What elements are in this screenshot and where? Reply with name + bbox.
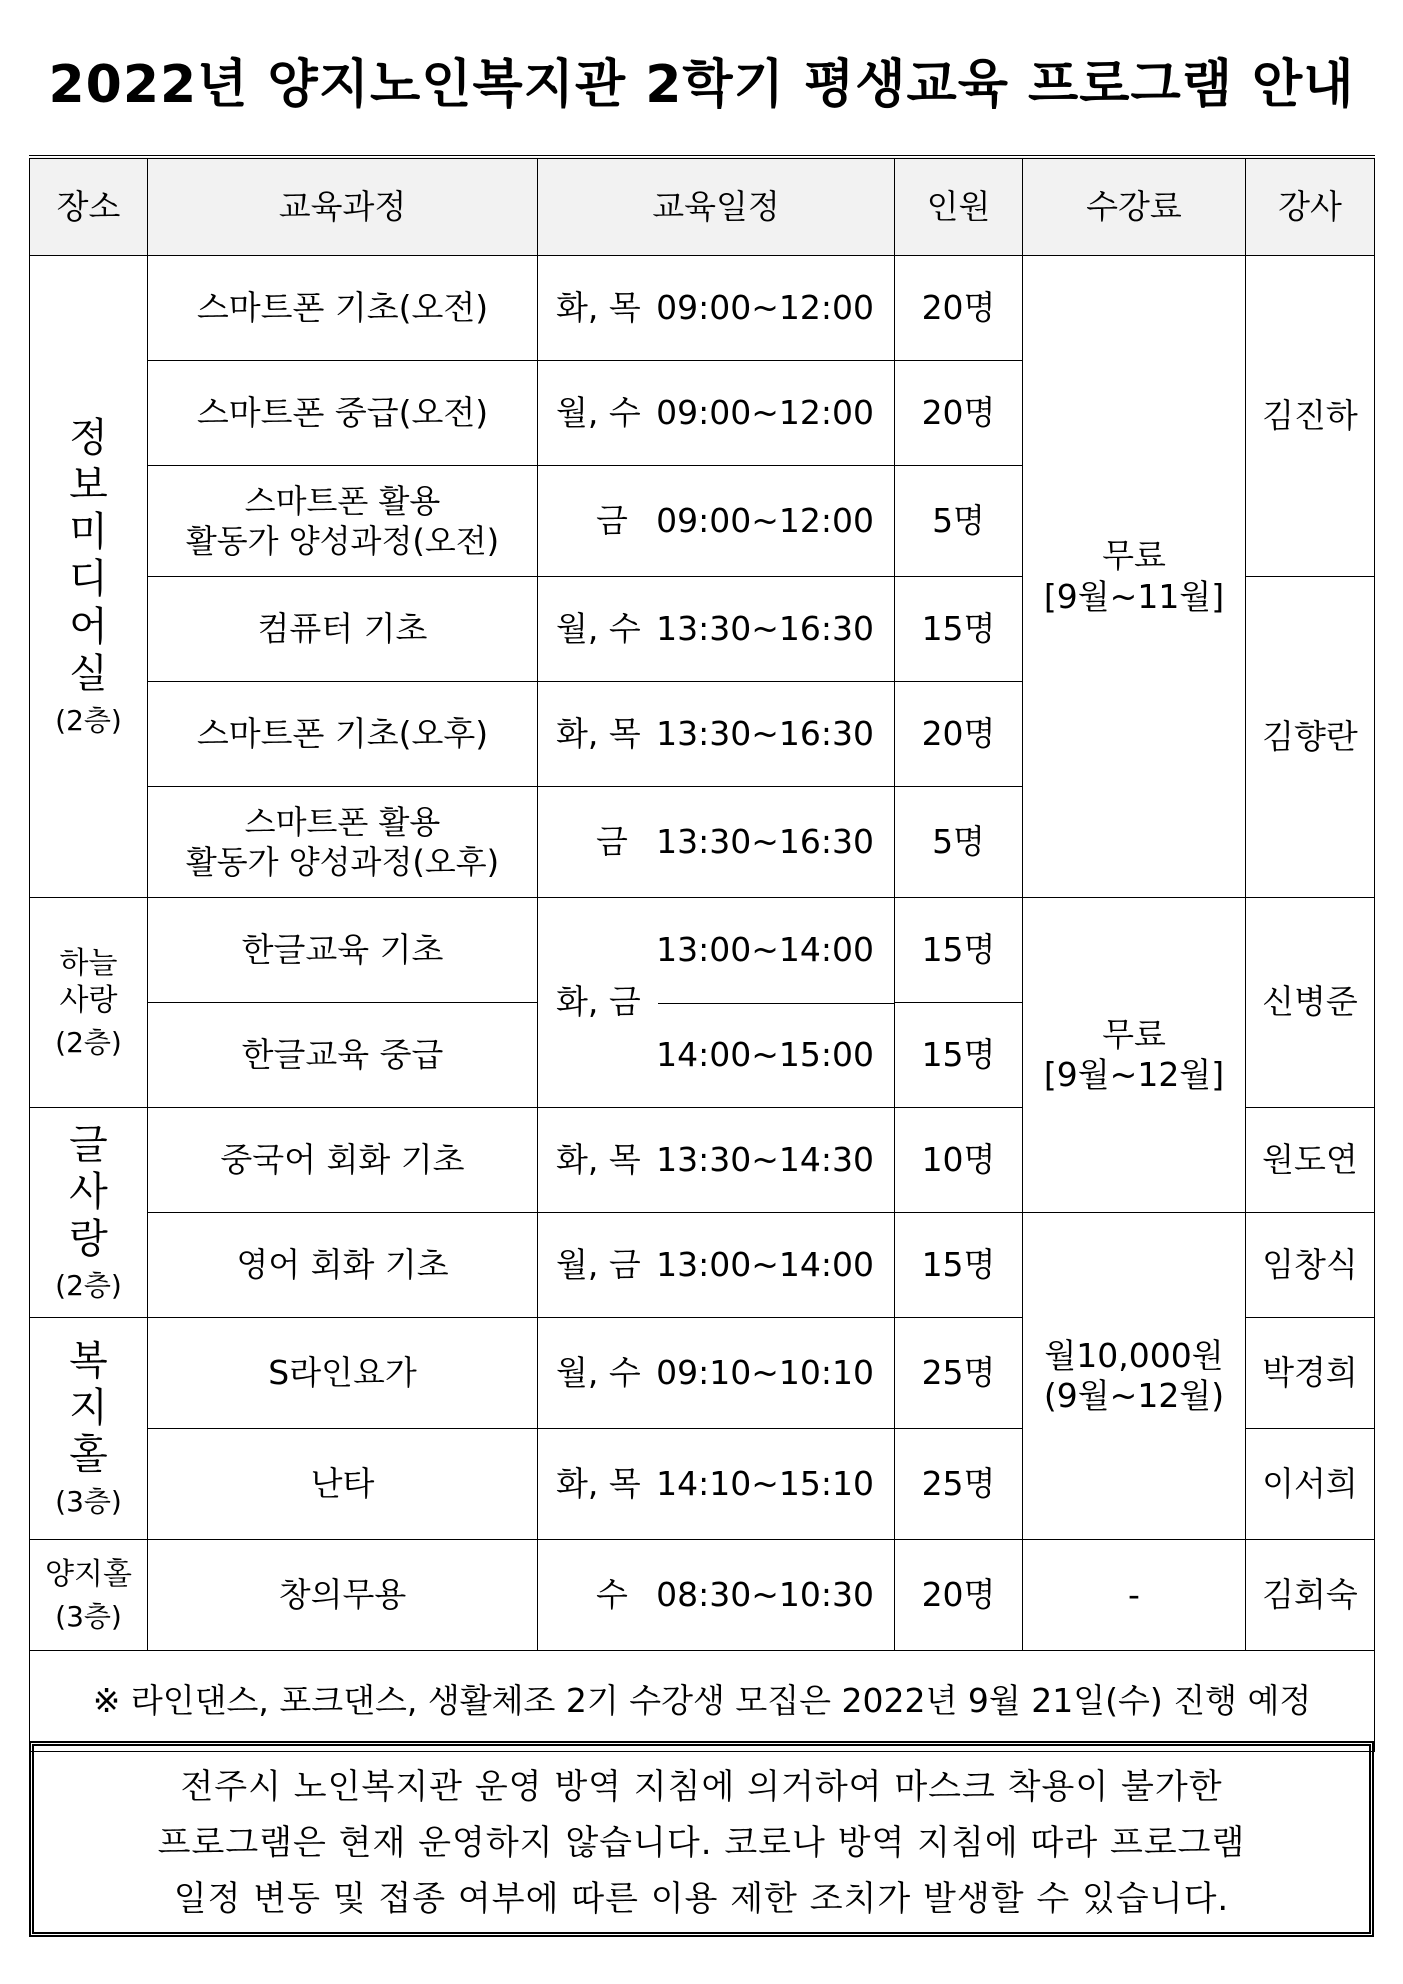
place-floor: (3층)	[55, 1485, 122, 1519]
recruitment-note: ※ 라인댄스, 포크댄스, 생활체조 2기 수강생 모집은 2022년 9월 21일(수) 진행 예정	[30, 1651, 1375, 1752]
schedule-day: 월, 금	[556, 1244, 641, 1284]
fee-cell-1	[1023, 256, 1246, 898]
schedule-day: 수	[596, 1574, 628, 1614]
course-name	[148, 787, 538, 898]
place-geul-love	[30, 1108, 148, 1318]
course-name: 난타	[148, 1429, 538, 1540]
header-teacher: 강사	[1246, 157, 1375, 256]
fee-line2: [9월~12월]	[1043, 1055, 1225, 1094]
place-char: 랑	[69, 1216, 108, 1263]
course-name: 스마트폰 기초(오후)	[148, 682, 538, 787]
schedule-cell	[538, 1108, 895, 1213]
schedule-day: 금	[596, 821, 628, 861]
place-char: 실	[69, 650, 108, 697]
course-name	[148, 466, 538, 577]
schedule-time: 09:00~12:00	[656, 392, 874, 432]
place-line: 사랑	[59, 983, 118, 1019]
fee-line2: [9월~11월]	[1043, 576, 1225, 616]
people-count: 25명	[895, 1318, 1023, 1429]
table-row	[30, 1540, 1375, 1651]
header-people: 인원	[895, 157, 1023, 256]
place-char: 글	[69, 1121, 108, 1168]
course-name: 창의무용	[148, 1540, 538, 1651]
schedule-day: 월, 수	[556, 1352, 641, 1392]
fee-cell-4: -	[1023, 1540, 1246, 1651]
course-name: 중국어 회화 기초	[148, 1108, 538, 1213]
place-char: 정	[69, 414, 108, 461]
people-count: 10명	[895, 1108, 1023, 1213]
fee-line1: 월10,000원	[1044, 1335, 1224, 1375]
table-row	[30, 256, 1375, 361]
place-char: 어	[69, 603, 108, 650]
schedule-cell	[538, 256, 895, 361]
fee-line2: (9월~12월)	[1043, 1376, 1225, 1415]
schedule-time: 13:30~16:30	[656, 608, 874, 648]
schedule-time: 13:30~16:30	[656, 713, 874, 753]
place-yangji-hall	[30, 1540, 148, 1651]
schedule-cell	[538, 466, 895, 577]
place-info-media-room	[30, 256, 148, 898]
place-char: 복	[69, 1337, 108, 1384]
schedule-table	[29, 155, 1375, 1752]
place-floor: (2층)	[55, 703, 122, 737]
notice-line: 전주시 노인복지관 운영 방역 지침에 의거하여 마스크 착용이 불가한	[180, 1767, 1223, 1807]
place-char: 사	[69, 1168, 108, 1215]
schedule-cell	[538, 682, 895, 787]
schedule-day: 월, 수	[556, 608, 641, 648]
header-row	[30, 157, 1375, 256]
people-count: 15명	[895, 898, 1023, 1003]
place-floor: (2층)	[55, 1025, 122, 1059]
fee-line1: 무료	[1102, 536, 1166, 576]
people-count: 20명	[895, 256, 1023, 361]
schedule-cell	[538, 361, 895, 466]
course-name: 한글교육 중급	[148, 1003, 538, 1108]
schedule-day: 화, 금	[556, 982, 641, 1022]
schedule-day: 화, 목	[556, 713, 641, 753]
people-count: 20명	[895, 1540, 1023, 1651]
people-count: 5명	[895, 787, 1023, 898]
place-floor: (3층)	[55, 1599, 122, 1633]
people-count: 5명	[895, 466, 1023, 577]
fee-line1: 무료	[1102, 1014, 1166, 1054]
header-fee: 수강료	[1023, 157, 1246, 256]
fee-cell-3	[1023, 1213, 1246, 1540]
teacher-name: 원도연	[1246, 1108, 1375, 1213]
place-char: 홀	[69, 1432, 108, 1479]
place-char: 미	[69, 509, 108, 556]
notice-line: 프로그램은 현재 운영하지 않습니다. 코로나 방역 지침에 따라 프로그램	[157, 1823, 1246, 1863]
schedule-day: 화, 목	[556, 1463, 641, 1503]
teacher-name: 박경희	[1246, 1318, 1375, 1429]
schedule-cell	[538, 577, 895, 682]
schedule-time: 08:30~10:30	[656, 1574, 874, 1614]
place-char: 보	[69, 462, 108, 509]
people-count: 20명	[895, 361, 1023, 466]
note-row	[30, 1651, 1375, 1752]
place-line: 양지홀	[45, 1557, 132, 1593]
header-course: 교육과정	[148, 157, 538, 256]
course-line1: 스마트폰 활용	[244, 803, 441, 841]
schedule-time: 09:10~10:10	[656, 1352, 874, 1392]
teacher-name: 신병준	[1246, 898, 1375, 1108]
people-count: 15명	[895, 1213, 1023, 1318]
place-welfare-hall	[30, 1318, 148, 1540]
schedule-cell	[538, 898, 895, 1108]
teacher-name: 김회숙	[1246, 1540, 1375, 1651]
schedule-cell	[538, 1213, 895, 1318]
schedule-time: 13:00~14:00	[656, 1244, 874, 1284]
place-sky-love	[30, 898, 148, 1108]
schedule-time: 13:30~14:30	[656, 1139, 874, 1179]
notice-line: 일정 변동 및 접종 여부에 따른 이용 제한 조치가 발생할 수 있습니다.	[173, 1879, 1230, 1919]
schedule-time: 09:00~12:00	[656, 287, 874, 327]
page-title: 2022년 양지노인복지관 2학기 평생교육 프로그램 안내	[48, 55, 1355, 115]
teacher-name: 이서희	[1246, 1429, 1375, 1540]
table-row	[30, 898, 1375, 1003]
place-line: 하늘	[59, 945, 118, 981]
place-char: 지	[69, 1384, 108, 1431]
header-schedule: 교육일정	[538, 157, 895, 256]
course-name: 스마트폰 중급(오전)	[148, 361, 538, 466]
place-char: 디	[69, 556, 108, 603]
schedule-cell	[538, 1318, 895, 1429]
table-row	[30, 1213, 1375, 1318]
fee-cell-2	[1023, 898, 1246, 1213]
teacher-name: 김진하	[1246, 256, 1375, 577]
quarantine-notice	[29, 1741, 1374, 1937]
course-line1: 스마트폰 활용	[244, 482, 441, 520]
schedule-cell	[538, 787, 895, 898]
course-name: 한글교육 기초	[148, 898, 538, 1003]
schedule-day: 금	[596, 500, 628, 540]
schedule-cell	[538, 1540, 895, 1651]
schedule-day: 화, 목	[556, 1139, 641, 1179]
teacher-name: 김향란	[1246, 577, 1375, 898]
course-name: S라인요가	[148, 1318, 538, 1429]
people-count: 20명	[895, 682, 1023, 787]
schedule-day: 월, 수	[556, 392, 641, 432]
schedule-day: 화, 목	[556, 287, 641, 327]
schedule-time: 14:10~15:10	[656, 1463, 874, 1503]
schedule-time: 14:00~15:00	[656, 1034, 874, 1074]
course-name: 스마트폰 기초(오전)	[148, 256, 538, 361]
people-count: 15명	[895, 577, 1023, 682]
course-name: 컴퓨터 기초	[148, 577, 538, 682]
people-count: 15명	[895, 1003, 1023, 1108]
people-count: 25명	[895, 1429, 1023, 1540]
course-line2: 활동가 양성과정(오후)	[185, 843, 500, 881]
schedule-time: 13:00~14:00	[656, 930, 874, 970]
course-name: 영어 회화 기초	[148, 1213, 538, 1318]
teacher-name: 임창식	[1246, 1213, 1375, 1318]
schedule-cell	[538, 1429, 895, 1540]
course-line2: 활동가 양성과정(오전)	[185, 522, 500, 560]
schedule-time: 13:30~16:30	[656, 821, 874, 861]
schedule-time: 09:00~12:00	[656, 500, 874, 540]
header-place: 장소	[30, 157, 148, 256]
place-floor: (2층)	[55, 1269, 122, 1303]
